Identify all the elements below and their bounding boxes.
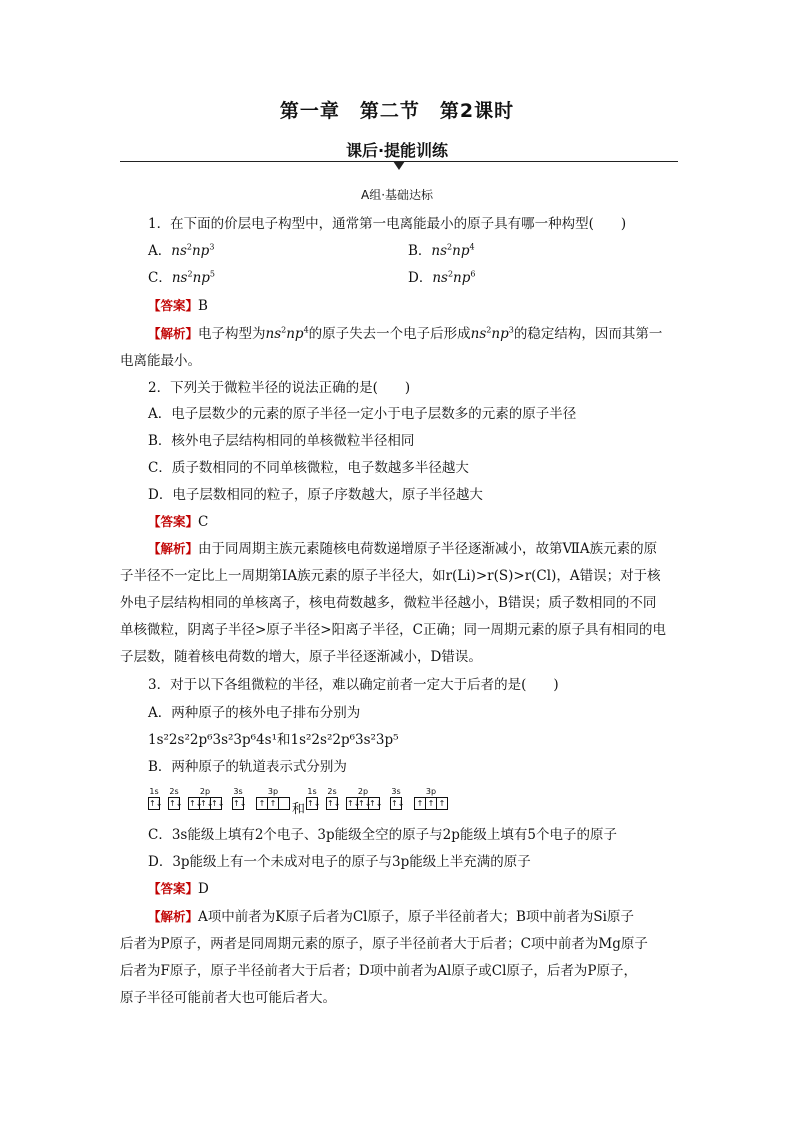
q3-analysis-line-2: 后者为P原子，两者是同周期元素的原子，原子半径前者大于后者；C项中前者为Mg原子 xyxy=(120,936,648,952)
q3-option-d: D．3p能级上有一个未成对电子的原子与3p能级上半充满的原子 xyxy=(148,854,531,870)
page-subtitle: 课后·提能训练 xyxy=(345,141,449,160)
q3-option-b: B．两种原子的轨道表示式分别为 xyxy=(148,759,347,775)
q2-option-c: C．质子数相同的不同单核微粒，电子数越多半径越大 xyxy=(148,460,469,476)
orbital-right-1s: 1s ↑↓ xyxy=(307,787,321,808)
orbital-left-1s: 1s ↑↓ xyxy=(149,787,163,808)
q2-option-a: A．电子层数少的元素的原子半径一定小于电子层数多的元素的原子半径 xyxy=(148,406,577,422)
q3-analysis-line-3: 后者为F原子，原子半径前者大于后者；D项中前者为Al原子或Cl原子，后者为P原子， xyxy=(120,963,637,979)
q2-option-b: B．核外电子层结构相同的单核微粒半径相同 xyxy=(148,433,415,449)
q2-analysis-line-4: 单核微粒，阴离子半径>原子半径>阳离子半径，C正确；同一周期元素的原子具有相同的电 xyxy=(120,622,666,638)
orbital-right-2p: 2p ↑↓ ↑↓ ↑↓ xyxy=(347,787,383,808)
q2-stem: 2．下列关于微粒半径的说法正确的是( ) xyxy=(148,380,411,396)
orbital-left-2p: 2p ↑↓ ↑↓ ↑↓ xyxy=(189,787,225,808)
q3-option-c: C．3s能级上填有2个电子、3p能级全空的原子与2p能级上填有5个电子的原子 xyxy=(148,827,617,843)
orbital-right-3s: 3s ↑↓ xyxy=(391,787,405,808)
q1-option-c: C．$ns^2np^5$ xyxy=(148,269,215,286)
orbital-and: 和 xyxy=(292,802,306,817)
orbital-left-3p: 3p ↑ ↑ xyxy=(256,786,290,810)
q3-analysis-line-4: 原子半径可能前者大也可能后者大。 xyxy=(120,990,336,1006)
q3-option-a: A．两种原子的核外电子排布分别为 xyxy=(148,705,361,721)
q1-stem: 1．在下面的价层电子构型中，通常第一电离能最小的原子具有哪一种构型( ) xyxy=(148,216,627,232)
q1-option-b: B．$ns^2np^4$ xyxy=(408,242,475,259)
q3-answer: 【答案】D xyxy=(148,881,209,897)
q1-option-d: D．$ns^2np^6$ xyxy=(408,269,476,286)
orbital-left-3s: 3s ↑↓ xyxy=(233,787,247,808)
q2-answer: 【答案】C xyxy=(148,514,209,530)
orbital-left-2s: 2s ↑↓ xyxy=(169,787,183,808)
q3-config-a: 1s²2s²2p⁶3s²3p⁶4s¹和1s²2s²2p⁶3s²3p⁵ xyxy=(148,732,399,748)
q2-analysis-line-5: 子层数，随着核电荷数的增大，原子半径逐渐减小，D错误。 xyxy=(120,649,482,665)
q1-answer: 【答案】B xyxy=(148,298,208,314)
q1-analysis-line-1: 【解析】电子构型为$ns^2np^4$的原子失去一个电子后形成$ns^2np^3$的稳定结构，因而其第一 xyxy=(148,325,663,342)
q2-analysis-line-2: 子半径不一定比上一周期第ⅠA族元素的原子半径大，如r(Li)>r(S)>r(Cl)，A错误；对于核 xyxy=(120,568,661,584)
page-title: 第一章 第二节 第2课时 xyxy=(279,100,515,122)
q2-option-d: D．电子层数相同的粒子，原子序数越大，原子半径越大 xyxy=(148,487,483,503)
q3-stem: 3．对于以下各组微粒的半径，难以确定前者一定大于后者的是( ) xyxy=(148,677,559,693)
group-heading: A组·基础达标 xyxy=(360,188,434,202)
orbital-right-3p: 3p ↑ ↑ ↑ xyxy=(414,786,448,810)
divider-arrow-icon xyxy=(393,161,405,170)
orbital-right-2s: 2s ↑↓ xyxy=(327,787,341,808)
q2-analysis-line-1: 【解析】由于同周期主族元素随核电荷数递增原子半径逐渐减小，故第ⅦA族元素的原 xyxy=(148,541,658,557)
q2-analysis-line-3: 外电子层结构相同的单核离子，核电荷数越多，微粒半径越小，B错误；质子数相同的不同 xyxy=(120,595,657,611)
q1-option-a: A．$ns^2np^3$ xyxy=(148,242,215,259)
q1-analysis-line-2: 电离能最小。 xyxy=(120,353,201,369)
q3-analysis-line-1: 【解析】A项中前者为K原子后者为Cl原子，原子半径前者大；B项中前者为Si原子 xyxy=(148,909,634,925)
